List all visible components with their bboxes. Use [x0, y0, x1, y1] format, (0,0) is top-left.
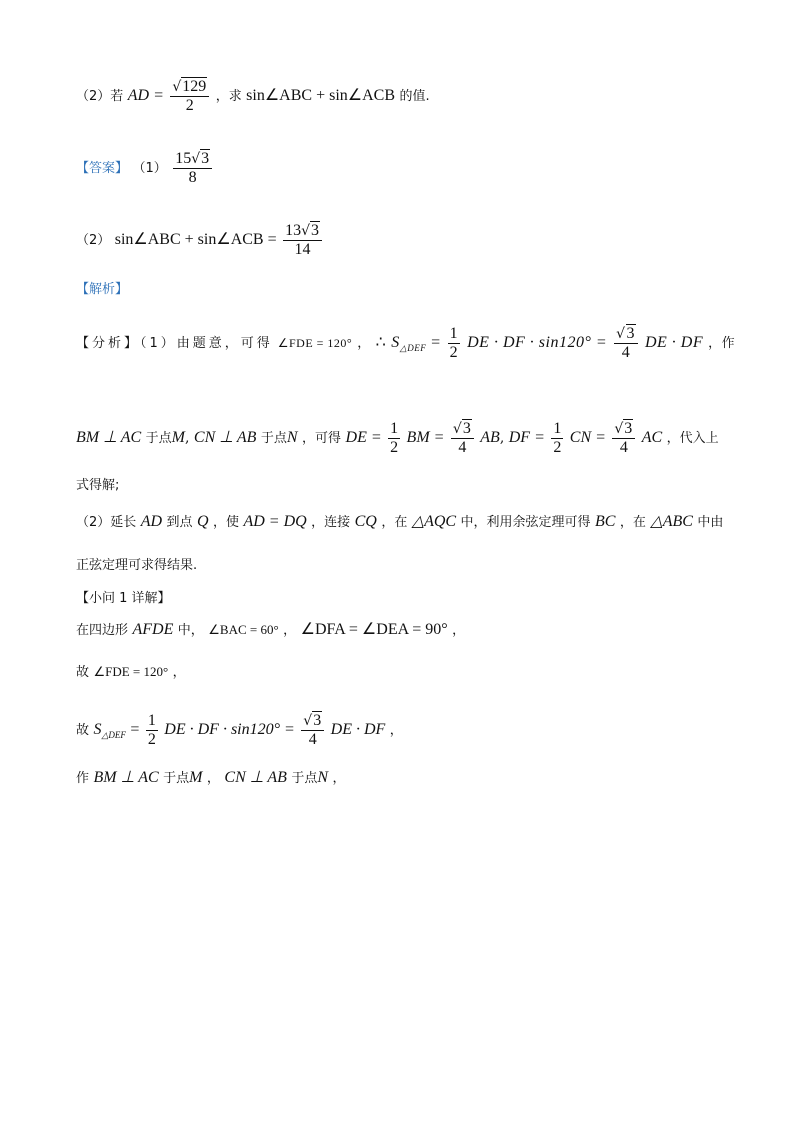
sin-expression: sin∠ABC + sin∠ACB	[246, 87, 396, 105]
analysis-line-5: 正弦定理可求得结果.	[76, 558, 198, 573]
answer-label: 【答案】	[76, 161, 129, 177]
detail-line-2: 故 ∠FDE = 120° ，	[76, 664, 186, 680]
question-prefix: （2）若	[76, 89, 124, 105]
analysis-line-3: 式得解;	[76, 478, 120, 493]
analysis-line-4: （2）延长 AD 到点 Q ，使 AD = DQ ，连接 CQ ，在 △AQC 中，利用余弦定理可得 BC ，在 △ABC 中由	[76, 513, 724, 530]
answer-line-1: 【答案】 （1） $\frac{15√3}{8}$	[76, 150, 214, 186]
detail-line-4: 作 BM ⊥ AC 于点M ， CN ⊥ AB 于点N ，	[76, 769, 346, 786]
answer-2-fraction: $\frac{13√3}{14}$	[283, 222, 322, 258]
answer-line-2: （2） sin∠ABC + sin∠ACB = $\frac{13√3}{14}$	[76, 222, 324, 258]
detail-label: 【小问 1 详解】	[76, 591, 171, 606]
detail-line-1: 在四边形 AFDE 中， ∠BAC = 60° ， ∠DFA = ∠DEA = 90° ，	[76, 621, 466, 638]
analysis-label: 【解析】	[76, 282, 129, 297]
ad-label: AD =	[127, 87, 164, 105]
question-2-line: （2）若 AD = $\frac{√129}{2}$ ，求 sin∠ABC + sin∠ACB 的值.	[76, 78, 430, 114]
analysis-line-2: BM ⊥ AC 于点M, CN ⊥ AB 于点N ，可得 DE = $\frac{1}{2}$ BM = $\frac{√3}{4}$ AB, DF = $\frac{1}{2}$ CN = $\frac{√3}{4}$ AC ，代入上	[76, 420, 719, 456]
detail-line-3: 故 $S_{\triangle DEF}$ = $\frac{1}{2}$ DE · DF · sin120° = $\frac{√3}{4}$ DE · DF ，	[76, 712, 403, 748]
answer-1-fraction: $\frac{15√3}{8}$	[173, 150, 212, 186]
ad-fraction: $\frac{√129}{2}$	[170, 78, 209, 114]
analysis-line-1: 【分析】（1）由题意，可得 ∠FDE = 120° ， ∴ $S_{\triangle DEF}$ = $\frac{1}{2}$ DE · DF · sin120° = $\frac{√3}{4}$ DE · DF ，作	[76, 325, 736, 361]
answer-2-lhs: sin∠ABC + sin∠ACB =	[114, 231, 277, 249]
